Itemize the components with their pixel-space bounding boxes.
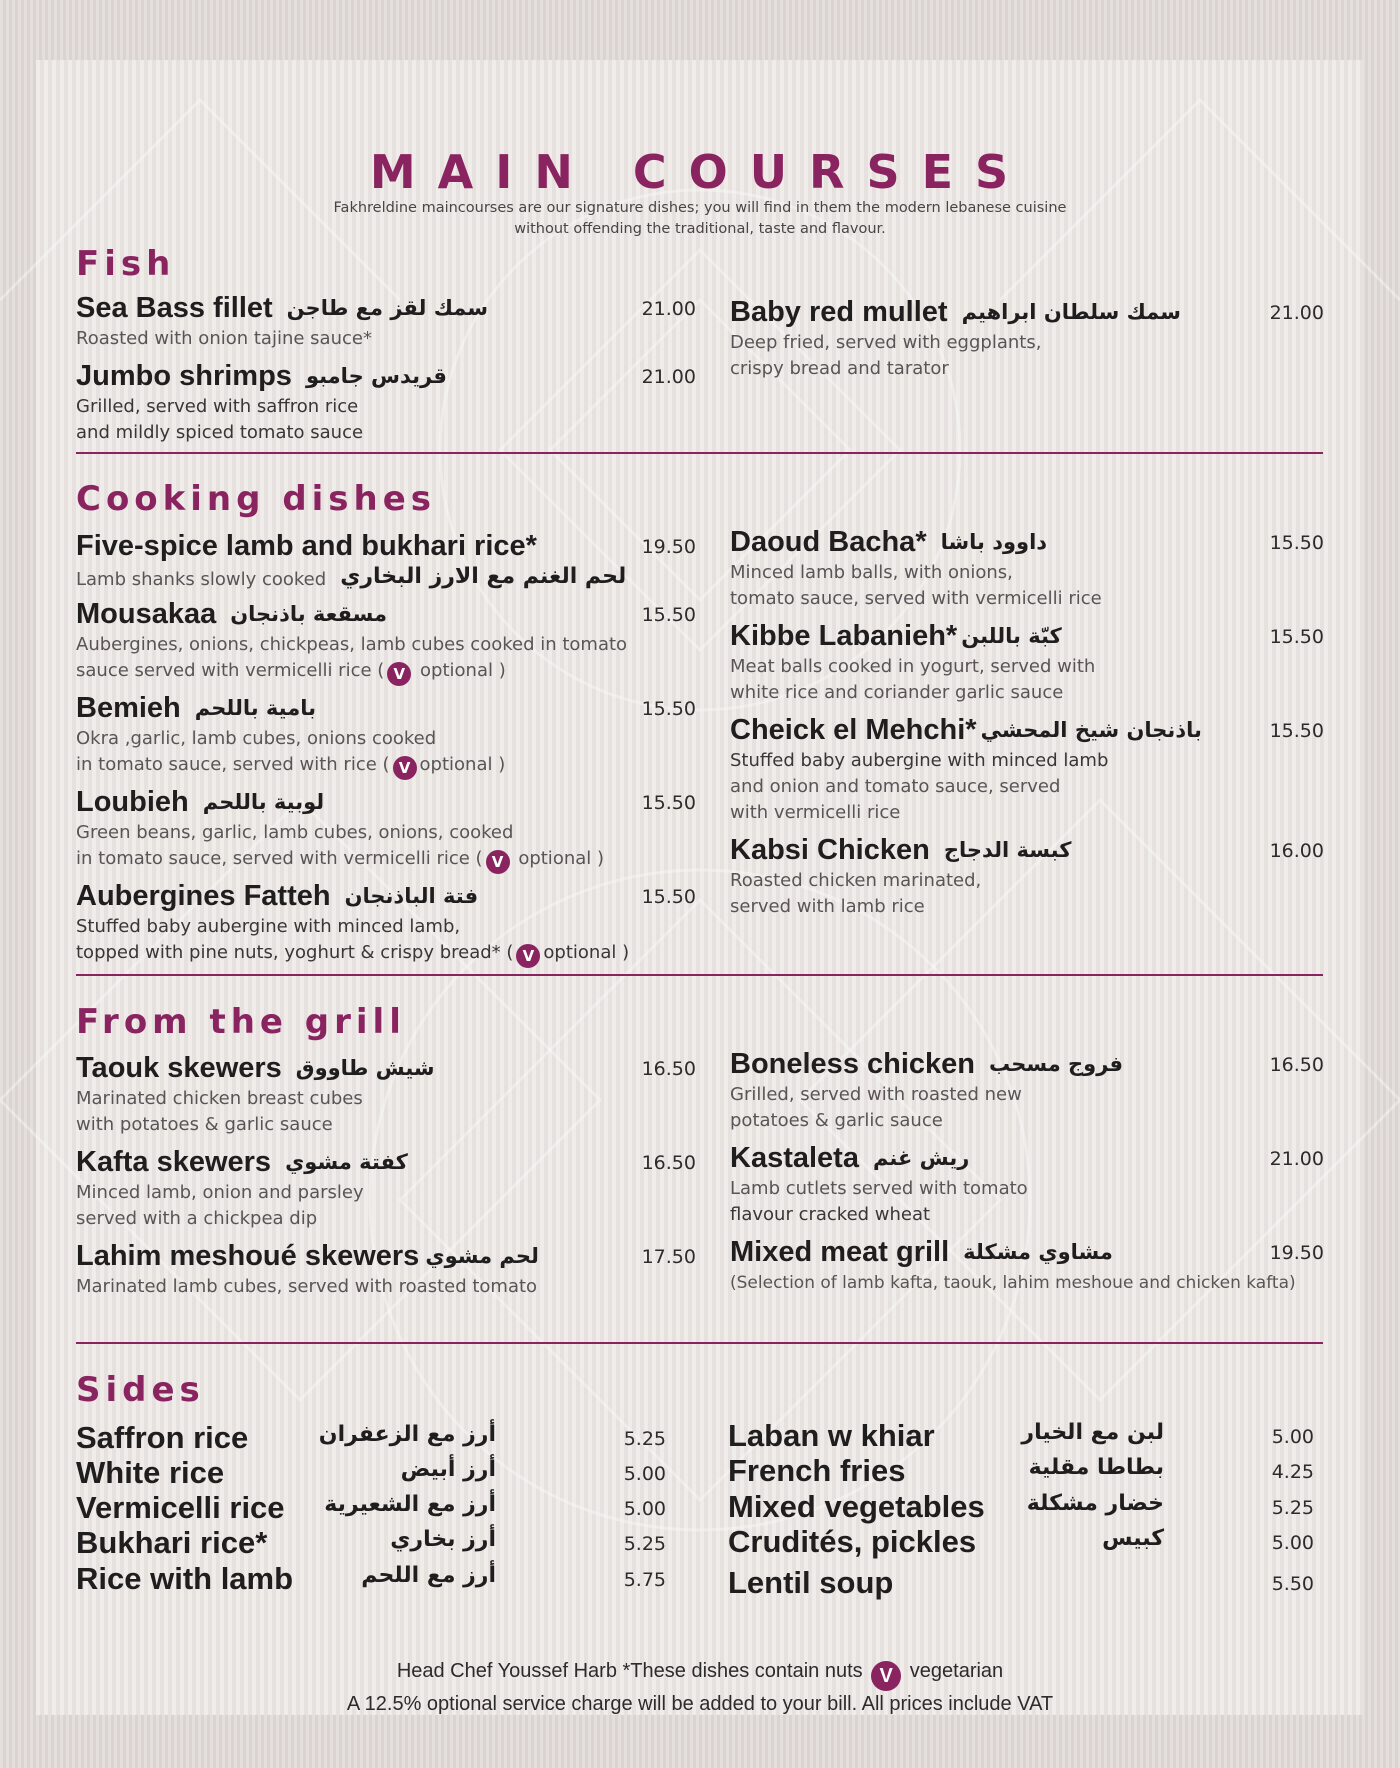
menu-item	[76, 784, 696, 874]
dish-description: Lamb cutlets served with tomato	[730, 1178, 1028, 1199]
menu-item	[730, 712, 1324, 826]
optional-label: optional )	[414, 660, 506, 681]
footer-chef-and-nuts-note: Head Chef Youssef Harb *These dishes contain nuts	[396, 1660, 869, 1682]
dish-description: Minced lamb, onion and parsley	[76, 1182, 364, 1203]
footer-vegetarian-label: vegetarian	[904, 1660, 1004, 1682]
dish-name: Daoud Bacha*	[730, 526, 927, 558]
dish-price: 21.00	[641, 298, 696, 320]
dish-price: 21.00	[1269, 302, 1324, 324]
page-title: MAIN COURSES	[369, 145, 1031, 199]
dish-arabic-name: كبسة الدجاج	[943, 838, 1072, 862]
dish-arabic-name: مشاوي مشكلة	[963, 1240, 1113, 1264]
menu-footer	[176, 1658, 1224, 1717]
dish-price: 21.00	[641, 366, 696, 388]
dish-price: 15.50	[1269, 626, 1324, 648]
dish-name: Bemieh	[76, 692, 181, 724]
dish-price: 16.50	[641, 1152, 696, 1174]
side-item	[728, 1418, 1314, 1454]
dish-price: 15.50	[641, 698, 696, 720]
dish-description: in tomato sauce, served with vermicelli rice (	[76, 848, 483, 869]
dish-description: Roasted chicken marinated,	[730, 870, 982, 891]
vegetarian-icon: V	[387, 662, 411, 686]
dish-name: Kafta skewers	[76, 1146, 272, 1178]
side-name: Laban w khiar	[728, 1418, 935, 1453]
section-divider	[76, 1342, 1323, 1344]
menu-item	[730, 832, 1324, 920]
dish-arabic-name: لحم الغنم مع الارز البخاري	[340, 564, 627, 589]
dish-name: Baby red mullet	[730, 296, 948, 328]
section-title-grill: From the grill	[76, 1002, 406, 1042]
side-arabic-name: أرز مع الزعفران	[318, 1422, 496, 1447]
dish-description: served with a chickpea dip	[76, 1208, 318, 1229]
dish-price: 16.50	[1269, 1054, 1324, 1076]
intro-line: without offending the traditional, taste and flavour.	[514, 221, 886, 237]
side-name: Crudités, pickles	[728, 1524, 977, 1559]
side-item	[728, 1489, 1314, 1525]
dish-price: 16.50	[641, 1058, 696, 1080]
intro-line: Fakhreldine maincourses are our signature dishes; you will find in them the modern lebanese cuisine	[333, 200, 1067, 216]
dish-name: Lahim meshoué skewers	[76, 1240, 420, 1272]
side-price: 5.50	[1271, 1573, 1314, 1595]
optional-label: optional )	[512, 848, 605, 869]
dish-arabic-name: كبّة باللبن	[961, 624, 1062, 648]
dish-description: Stuffed baby aubergine with minced lamb,	[76, 916, 461, 937]
dish-arabic-name: فروج مسحب	[989, 1052, 1124, 1076]
dish-description: tomato sauce, served with vermicelli rice	[730, 588, 1102, 609]
dish-description: Okra ,garlic, lamb cubes, onions cooked	[76, 728, 437, 749]
dish-name: Kibbe Labanieh*	[730, 620, 958, 652]
menu-item	[76, 1238, 696, 1300]
dish-description: potatoes & garlic sauce	[730, 1110, 943, 1131]
side-arabic-name: أرز مع الشعيرية	[324, 1492, 496, 1517]
dish-price: 16.00	[1269, 840, 1324, 862]
vegetarian-icon: V	[486, 850, 510, 874]
dish-description: Grilled, served with roasted new	[730, 1084, 1022, 1105]
side-item	[76, 1455, 666, 1491]
menu-item	[730, 1046, 1324, 1134]
side-price: 5.25	[623, 1533, 666, 1555]
dish-arabic-name: سمك سلطان ابراهيم	[961, 300, 1181, 324]
dish-description: with vermicelli rice	[730, 802, 901, 823]
side-arabic-name: بطاطا مقلية	[1028, 1455, 1164, 1480]
dish-name: Jumbo shrimps	[76, 360, 292, 392]
dish-price: 15.50	[641, 886, 696, 908]
footer-service-charge-note: A 12.5% optional service charge will be added to your bill. All prices include VAT	[346, 1693, 1054, 1715]
dish-arabic-name: لوبية باللحم	[202, 790, 325, 814]
side-price: 5.25	[1271, 1497, 1314, 1519]
dish-name: Boneless chicken	[730, 1048, 975, 1080]
side-name: Lentil soup	[728, 1565, 894, 1600]
dish-price: 19.50	[641, 536, 696, 558]
dish-price: 15.50	[1269, 532, 1324, 554]
vegetarian-icon: V	[393, 756, 417, 780]
side-arabic-name: أرز بخاري	[390, 1527, 496, 1552]
optional-label: optional )	[419, 754, 506, 775]
side-arabic-name: أرز أبيض	[400, 1457, 496, 1482]
side-price: 5.00	[1271, 1426, 1314, 1448]
menu-item	[76, 290, 696, 352]
menu-item	[730, 618, 1324, 706]
menu-item	[76, 1144, 696, 1232]
dish-arabic-name: بامية باللحم	[194, 696, 316, 720]
dish-arabic-name: كفتة مشوي	[285, 1150, 408, 1174]
dish-description: Roasted with onion tajine sauce*	[76, 328, 372, 349]
dish-description: white rice and coriander garlic sauce	[730, 682, 1064, 703]
dish-description: Stuffed baby aubergine with minced lamb	[730, 750, 1109, 771]
dish-description: (Selection of lamb kafta, taouk, lahim meshoue and chicken kafta)	[730, 1273, 1296, 1293]
side-arabic-name: كبيس	[1102, 1526, 1164, 1551]
dish-price: 17.50	[641, 1246, 696, 1268]
side-item	[728, 1565, 1314, 1601]
dish-name: Kastaleta	[730, 1142, 859, 1174]
menu-item	[730, 1140, 1324, 1228]
dish-description: Minced lamb balls, with onions,	[730, 562, 1013, 583]
side-name: Saffron rice	[76, 1420, 249, 1455]
dish-price: 19.50	[1269, 1242, 1324, 1264]
menu-item	[76, 596, 696, 686]
dish-price: 21.00	[1269, 1148, 1324, 1170]
side-arabic-name: خضار مشكلة	[1026, 1491, 1164, 1516]
menu-item	[76, 1050, 696, 1138]
dish-arabic-name: ريش غنم	[872, 1146, 970, 1170]
dish-description: in tomato sauce, served with rice (	[76, 754, 390, 775]
dish-description: Marinated chicken breast cubes	[76, 1088, 363, 1109]
side-price: 5.00	[1271, 1532, 1314, 1554]
dish-arabic-name: مسقعة باذنجان	[230, 602, 387, 626]
side-name: Mixed vegetables	[728, 1489, 985, 1524]
dish-description: crispy bread and tarator	[730, 358, 949, 379]
section-divider	[76, 452, 1323, 454]
dish-description: Aubergines, onions, chickpeas, lamb cubes cooked in tomato	[76, 634, 628, 655]
side-item	[728, 1524, 1314, 1560]
dish-name: Kabsi Chicken	[730, 834, 930, 866]
side-item	[728, 1453, 1314, 1489]
side-price: 4.25	[1271, 1461, 1314, 1483]
section-divider	[76, 974, 1323, 976]
dish-name: Mixed meat grill	[730, 1236, 950, 1268]
dish-price: 15.50	[1269, 720, 1324, 742]
side-arabic-name: لبن مع الخيار	[1021, 1420, 1164, 1445]
side-price: 5.00	[623, 1463, 666, 1485]
intro-text	[276, 198, 1124, 240]
dish-price: 15.50	[641, 792, 696, 814]
menu-item	[76, 878, 696, 968]
dish-description: Deep fried, served with eggplants,	[730, 332, 1042, 353]
menu-content	[76, 0, 1324, 1768]
side-price: 5.25	[623, 1428, 666, 1450]
section-title-sides: Sides	[76, 1370, 205, 1410]
dish-description: with potatoes & garlic sauce	[76, 1114, 333, 1135]
dish-price: 15.50	[641, 604, 696, 626]
dish-name: Cheick el Mehchi*	[730, 714, 977, 746]
dish-arabic-name: شيش طاووق	[295, 1056, 435, 1080]
dish-description: flavour cracked wheat	[730, 1204, 931, 1225]
dish-description: topped with pine nuts, yoghurt & crispy bread* (	[76, 942, 514, 963]
dish-arabic-name: قريدس جامبو	[305, 364, 447, 388]
menu-item	[730, 1234, 1324, 1296]
side-item	[76, 1525, 666, 1561]
dish-name: Loubieh	[76, 786, 189, 818]
side-name: French fries	[728, 1453, 906, 1488]
dish-arabic-name: فتة الباذنجان	[344, 884, 479, 908]
dish-description: Lamb shanks slowly cooked	[76, 569, 327, 590]
dish-description: sauce served with vermicelli rice (	[76, 660, 385, 681]
dish-name: Five-spice lamb and bukhari rice*	[76, 530, 537, 562]
vegetarian-icon: V	[516, 944, 540, 968]
menu-item	[730, 524, 1324, 612]
dish-description: Meat balls cooked in yogurt, served with	[730, 656, 1096, 677]
dish-description: Grilled, served with saffron rice	[76, 396, 359, 417]
dish-name: Sea Bass fillet	[76, 292, 273, 324]
menu-item	[76, 358, 696, 446]
dish-name: Mousakaa	[76, 598, 217, 630]
section-title-fish: Fish	[76, 244, 176, 284]
dish-arabic-name: لحم مشوي	[425, 1244, 539, 1268]
dish-name: Taouk skewers	[76, 1052, 282, 1084]
side-name: Vermicelli rice	[76, 1490, 285, 1525]
dish-description: Marinated lamb cubes, served with roasted tomato	[76, 1276, 538, 1297]
dish-name: Aubergines Fatteh	[76, 880, 331, 912]
side-arabic-name: أرز مع اللحم	[361, 1563, 496, 1588]
dish-arabic-name: سمك لقز مع طاجن	[286, 296, 488, 320]
menu-item	[76, 528, 696, 593]
dish-description: and mildly spiced tomato sauce	[76, 422, 364, 443]
side-item	[76, 1420, 666, 1456]
dish-description: and onion and tomato sauce, served	[730, 776, 1061, 797]
vegetarian-icon: V	[871, 1661, 901, 1691]
side-price: 5.00	[623, 1498, 666, 1520]
side-name: Bukhari rice*	[76, 1525, 268, 1560]
side-name: White rice	[76, 1455, 225, 1490]
dish-arabic-name: داوود باشا	[940, 530, 1048, 554]
dish-description: served with lamb rice	[730, 896, 925, 917]
menu-item	[76, 690, 696, 780]
menu-item	[730, 294, 1324, 382]
optional-label: optional )	[543, 942, 630, 963]
dish-arabic-name: باذنجان شيخ المحشي	[980, 718, 1202, 742]
side-item	[76, 1490, 666, 1526]
side-name: Rice with lamb	[76, 1561, 294, 1596]
side-item	[76, 1561, 666, 1597]
side-price: 5.75	[623, 1569, 666, 1591]
dish-description: Green beans, garlic, lamb cubes, onions, cooked	[76, 822, 514, 843]
section-title-cooking: Cooking dishes	[76, 479, 437, 519]
